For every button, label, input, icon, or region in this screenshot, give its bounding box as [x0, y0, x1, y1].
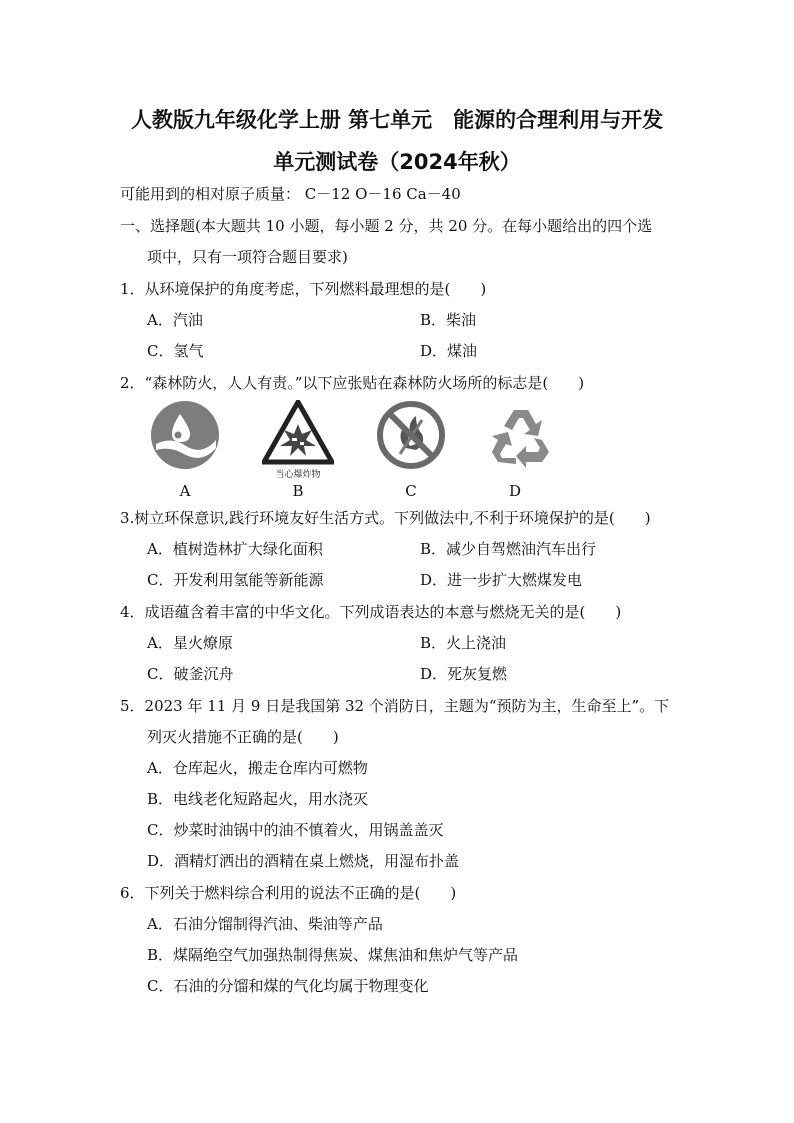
option-label-a: A — [179, 482, 191, 500]
title-line-2: 单元测试卷（2024年秋） — [273, 150, 521, 174]
question-2-figure — [148, 400, 568, 504]
option-label-b: B — [292, 482, 304, 500]
question-5-option-b: B．电线老化短路起火，用水浇灭 — [147, 790, 369, 808]
question-5-stem-cont: 列灭火措施不正确的是( ) — [147, 728, 339, 746]
question-5-option-a: A．仓库起火，搬走仓库内可燃物 — [147, 759, 368, 777]
question-6-stem: 6．下列关于燃料综合利用的说法不正确的是( ) — [120, 884, 457, 902]
explosive-sign-caption: 当心爆炸物 — [275, 470, 321, 480]
question-3-option-d: D．进一步扩大燃煤发电 — [420, 571, 583, 589]
question-5-option-c: C．炒菜时油锅中的油不慎着火，用锅盖盖灭 — [147, 821, 444, 839]
question-4-stem: 4．成语蕴含着丰富的中华文化。下列成语表达的本意与燃烧无关的是( ) — [120, 603, 622, 621]
section-heading-cont: 项中，只有一项符合题目要求) — [147, 248, 348, 266]
question-3-option-c: C．开发利用氢能等新能源 — [147, 571, 324, 589]
question-3-option-b: B．减少自驾燃油汽车出行 — [420, 540, 597, 558]
question-1-option-a: A．汽油 — [147, 311, 203, 329]
question-2-stem: 2．“森林防火，人人有责。”以下应张贴在森林防火场所的标志是( ) — [120, 374, 585, 392]
option-label-d: D — [508, 482, 522, 500]
section-heading: 一、选择题(本大题共 10 小题，每小题 2 分，共 20 分。在每小题给出的四个选 — [120, 217, 653, 235]
question-4-option-d: D．死灰复燃 — [420, 665, 508, 683]
question-1-stem: 1．从环境保护的角度考虑，下列燃料最理想的是( ) — [120, 280, 487, 298]
atomic-masses: 可能用到的相对原子质量： C－12 O－16 Ca－40 — [120, 185, 461, 203]
recycle-icon — [486, 400, 556, 470]
question-6-option-c: C．石油的分馏和煤的气化均属于物理变化 — [147, 977, 429, 995]
explosive-warning-icon — [262, 400, 334, 484]
question-4-option-a: A．星火燎原 — [147, 634, 233, 652]
question-4-option-b: B．火上浇油 — [420, 634, 507, 652]
option-label-c: C — [405, 482, 417, 500]
question-6-option-b: B．煤隔绝空气加强热制得焦炭、煤焦油和焦炉气等产品 — [147, 946, 519, 964]
water-conservation-icon — [150, 400, 220, 470]
question-6-option-a: A．石油分馏制得汽油、柴油等产品 — [147, 915, 383, 933]
question-1-option-b: B．柴油 — [420, 311, 477, 329]
no-fire-icon — [376, 400, 446, 470]
question-3-option-a: A．植树造林扩大绿化面积 — [147, 540, 323, 558]
question-1-option-c: C．氢气 — [147, 342, 204, 360]
title-line-1: 人教版九年级化学上册 第七单元 能源的合理利用与开发 — [130, 108, 664, 132]
question-3-stem: 3.树立环保意识,践行环境友好生活方式。下列做法中,不利于环境保护的是( ) — [120, 509, 651, 527]
question-4-option-c: C．破釜沉舟 — [147, 665, 234, 683]
question-5-stem: 5．2023 年 11 月 9 日是我国第 32 个消防日，主题为“预防为主，生命至上”。下 — [120, 697, 670, 715]
question-1-option-d: D．煤油 — [420, 342, 478, 360]
question-5-option-d: D．酒精灯洒出的酒精在桌上燃烧，用湿布扑盖 — [147, 852, 460, 870]
